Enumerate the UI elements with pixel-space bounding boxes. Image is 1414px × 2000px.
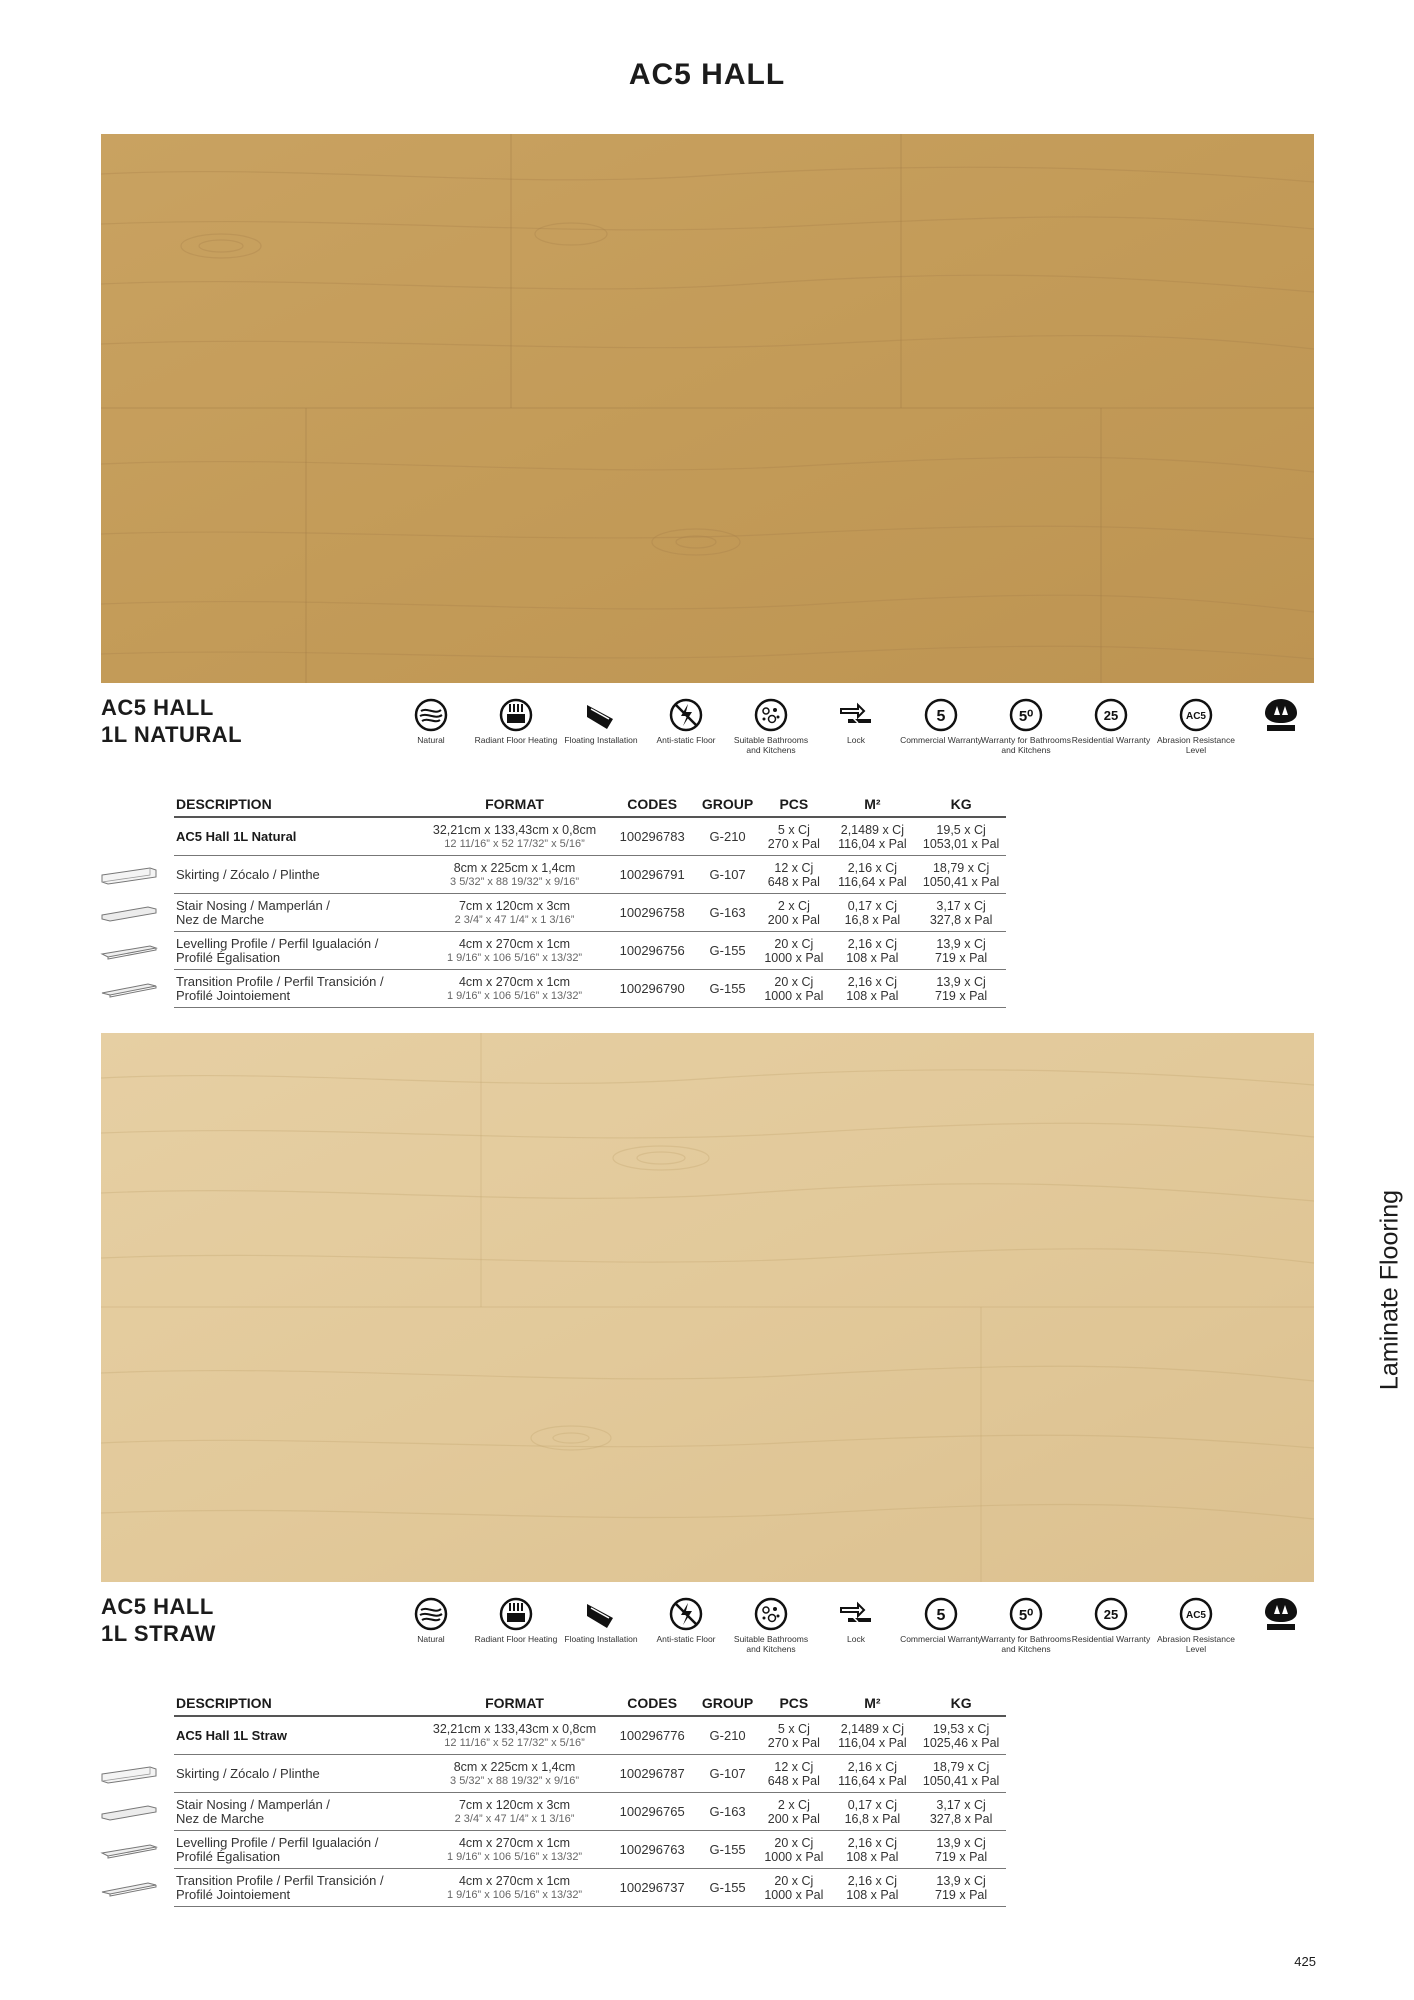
feature-bathrooms-kitchens	[726, 697, 816, 755]
feature-caption: Lock	[847, 735, 865, 745]
page-number: 425	[1294, 1954, 1316, 1969]
row-code: 100296787	[608, 1755, 696, 1793]
row-format: 8cm x 225cm x 1,4cm 3 5/32” x 88 19/32” x 9/16”	[421, 856, 609, 894]
row-pcs: 20 x Cj 1000 x Pal	[759, 970, 828, 1008]
row-format: 4cm x 270cm x 1cm 1 9/16” x 106 5/16” x 13/32”	[421, 970, 609, 1008]
feature-abrasion-level	[1151, 697, 1241, 755]
row-kg: 19,53 x Cj 1025,46 x Pal	[916, 1716, 1006, 1755]
table-row	[174, 932, 1006, 970]
bathroom-warranty-icon	[1008, 1596, 1044, 1632]
row-group: G-155	[696, 1869, 759, 1907]
product-swatch-image	[101, 134, 1314, 683]
row-code: 100296776	[608, 1716, 696, 1755]
svg-text:AC5: AC5	[1185, 1610, 1207, 1621]
table-row	[174, 1716, 1006, 1755]
abrasion-icon	[1178, 697, 1214, 733]
row-code: 100296737	[608, 1869, 696, 1907]
feature-caption: Commercial Warranty	[900, 735, 982, 745]
feature-pefc	[1236, 697, 1326, 746]
col-format-header: FORMAT	[421, 1691, 609, 1716]
row-code: 100296783	[608, 817, 696, 856]
pefc-icon	[1263, 697, 1299, 733]
row-format: 4cm x 270cm x 1cm 1 9/16” x 106 5/16” x 13/32”	[421, 1869, 609, 1907]
feature-caption: Suitable Bathrooms and Kitchens	[733, 735, 809, 755]
product-name	[101, 694, 242, 748]
col-kg-header: KG	[916, 792, 1006, 817]
row-pcs: 20 x Cj 1000 x Pal	[759, 932, 828, 970]
row-m2: 0,17 x Cj 16,8 x Pal	[829, 1793, 917, 1831]
row-group: G-210	[696, 1716, 759, 1755]
row-description: Stair Nosing / Mamperlán / Nez de Marche	[174, 1793, 421, 1831]
table-row	[174, 856, 1006, 894]
row-format: 32,21cm x 133,43cm x 0,8cm 12 11/16” x 52 17/32” x 5/16”	[421, 1716, 609, 1755]
svg-text:5: 5	[936, 1607, 946, 1624]
row-format: 4cm x 270cm x 1cm 1 9/16” x 106 5/16” x 13/32”	[421, 1831, 609, 1869]
table-row	[174, 1755, 1006, 1793]
col-pcs-header: PCS	[759, 792, 828, 817]
col-m2-header: M²	[829, 1691, 917, 1716]
row-pcs: 12 x Cj 648 x Pal	[759, 856, 828, 894]
feature-anti-static	[641, 697, 731, 746]
row-m2: 2,1489 x Cj 116,04 x Pal	[829, 1716, 917, 1755]
row-description: Levelling Profile / Perfil Igualación / Profilé Égalisation	[174, 1831, 421, 1869]
row-pcs: 12 x Cj 648 x Pal	[759, 1755, 828, 1793]
feature-floating-installation	[556, 1596, 646, 1645]
col-pcs-header: PCS	[759, 1691, 828, 1716]
row-pcs: 5 x Cj 270 x Pal	[759, 817, 828, 856]
svg-text:5: 5	[936, 708, 946, 725]
radiant-heating-icon	[498, 1596, 534, 1632]
feature-radiant-heating	[471, 697, 561, 746]
row-kg: 13,9 x Cj 719 x Pal	[916, 970, 1006, 1008]
row-kg: 13,9 x Cj 719 x Pal	[916, 932, 1006, 970]
row-group: G-155	[696, 970, 759, 1008]
row-m2: 2,16 x Cj 108 x Pal	[829, 1831, 917, 1869]
levelling-profile-image	[98, 941, 160, 961]
row-pcs: 20 x Cj 1000 x Pal	[759, 1869, 828, 1907]
row-m2: 2,16 x Cj 116,64 x Pal	[829, 1755, 917, 1793]
row-code: 100296763	[608, 1831, 696, 1869]
row-group: G-163	[696, 1793, 759, 1831]
transition-profile-image	[98, 1878, 160, 1898]
row-description: Transition Profile / Perfil Transición / Profilé Jointoiement	[174, 970, 421, 1008]
feature-bathrooms-kitchens	[726, 1596, 816, 1654]
row-m2: 2,1489 x Cj 116,04 x Pal	[829, 817, 917, 856]
row-format: 8cm x 225cm x 1,4cm 3 5/32” x 88 19/32” x 9/16”	[421, 1755, 609, 1793]
product-name-line1: AC5 HALL	[101, 695, 214, 720]
row-description: AC5 Hall 1L Straw	[174, 1716, 421, 1755]
table-header-row	[174, 1691, 1006, 1716]
feature-caption: Suitable Bathrooms and Kitchens	[733, 1634, 809, 1654]
residential-warranty-icon	[1093, 1596, 1129, 1632]
row-m2: 2,16 x Cj 108 x Pal	[829, 932, 917, 970]
stair-nosing-profile-image	[98, 903, 160, 923]
spec-table	[174, 1691, 1006, 1907]
svg-text:25: 25	[1103, 1607, 1119, 1622]
row-group: G-107	[696, 856, 759, 894]
feature-anti-static	[641, 1596, 731, 1645]
row-m2: 2,16 x Cj 108 x Pal	[829, 970, 917, 1008]
table-row	[174, 1831, 1006, 1869]
row-kg: 3,17 x Cj 327,8 x Pal	[916, 1793, 1006, 1831]
feature-lock	[811, 697, 901, 746]
product-swatch-image	[101, 1033, 1314, 1582]
feature-residential-warranty	[1066, 1596, 1156, 1645]
col-format-header: FORMAT	[421, 792, 609, 817]
row-format: 4cm x 270cm x 1cm 1 9/16” x 106 5/16” x 13/32”	[421, 932, 609, 970]
feature-caption: Floating Installation	[564, 735, 638, 745]
feature-caption: Lock	[847, 1634, 865, 1644]
bathroom-kitchen-icon	[753, 697, 789, 733]
row-group: G-210	[696, 817, 759, 856]
abrasion-icon	[1178, 1596, 1214, 1632]
row-format: 7cm x 120cm x 3cm 2 3/4” x 47 1/4” x 1 3/16”	[421, 894, 609, 932]
spec-table	[174, 792, 1006, 1008]
lock-icon	[838, 1596, 874, 1632]
col-group-header: GROUP	[696, 792, 759, 817]
feature-icon-row	[386, 697, 1326, 777]
col-kg-header: KG	[916, 1691, 1006, 1716]
feature-natural	[386, 1596, 476, 1645]
row-description: AC5 Hall 1L Natural	[174, 817, 421, 856]
floating-installation-icon	[583, 1596, 619, 1632]
feature-caption: Radiant Floor Heating	[474, 735, 558, 745]
col-codes-header: CODES	[608, 1691, 696, 1716]
feature-caption: Anti-static Floor	[656, 1634, 716, 1644]
feature-icon-row	[386, 1596, 1326, 1676]
bathroom-warranty-icon	[1008, 697, 1044, 733]
feature-bathroom-warranty	[981, 697, 1071, 755]
wood-grain-icon	[413, 1596, 449, 1632]
feature-caption: Floating Installation	[564, 1634, 638, 1644]
feature-bathroom-warranty	[981, 1596, 1071, 1654]
levelling-profile-image	[98, 1840, 160, 1860]
row-kg: 13,9 x Cj 719 x Pal	[916, 1831, 1006, 1869]
col-description-header: DESCRIPTION	[174, 1691, 421, 1716]
row-kg: 19,5 x Cj 1053,01 x Pal	[916, 817, 1006, 856]
row-format: 7cm x 120cm x 3cm 2 3/4” x 47 1/4” x 1 3/16”	[421, 1793, 609, 1831]
row-group: G-107	[696, 1755, 759, 1793]
lock-icon	[838, 697, 874, 733]
row-m2: 2,16 x Cj 116,64 x Pal	[829, 856, 917, 894]
row-group: G-155	[696, 932, 759, 970]
product-name-line2: 1L STRAW	[101, 1621, 216, 1646]
floating-installation-icon	[583, 697, 619, 733]
feature-abrasion-level	[1151, 1596, 1241, 1654]
feature-commercial-warranty	[896, 1596, 986, 1645]
product-name-line1: AC5 HALL	[101, 1594, 214, 1619]
row-description: Transition Profile / Perfil Transición / Profilé Jointoiement	[174, 1869, 421, 1907]
feature-caption: Natural	[417, 735, 445, 745]
skirting-profile-image	[98, 865, 160, 885]
row-group: G-155	[696, 1831, 759, 1869]
row-pcs: 2 x Cj 200 x Pal	[759, 1793, 828, 1831]
table-row	[174, 970, 1006, 1008]
skirting-profile-image	[98, 1764, 160, 1784]
radiant-heating-icon	[498, 697, 534, 733]
svg-text:25: 25	[1103, 708, 1119, 723]
side-category-label: Laminate Flooring	[1375, 1189, 1404, 1391]
row-kg: 18,79 x Cj 1050,41 x Pal	[916, 1755, 1006, 1793]
row-code: 100296756	[608, 932, 696, 970]
row-code: 100296790	[608, 970, 696, 1008]
svg-text:AC5: AC5	[1185, 711, 1207, 722]
residential-warranty-icon	[1093, 697, 1129, 733]
anti-static-icon	[668, 697, 704, 733]
row-format: 32,21cm x 133,43cm x 0,8cm 12 11/16” x 52 17/32” x 5/16”	[421, 817, 609, 856]
row-pcs: 2 x Cj 200 x Pal	[759, 894, 828, 932]
transition-profile-image	[98, 979, 160, 999]
feature-caption: Radiant Floor Heating	[474, 1634, 558, 1644]
product-name-line2: 1L NATURAL	[101, 722, 243, 747]
feature-pefc	[1236, 1596, 1326, 1645]
row-code: 100296758	[608, 894, 696, 932]
table-row	[174, 817, 1006, 856]
product-name	[101, 1593, 216, 1647]
svg-text:5⁰: 5⁰	[1018, 708, 1034, 725]
row-kg: 13,9 x Cj 719 x Pal	[916, 1869, 1006, 1907]
feature-caption: Warranty for Bathrooms and Kitchens	[981, 1634, 1071, 1654]
col-group-header: GROUP	[696, 1691, 759, 1716]
anti-static-icon	[668, 1596, 704, 1632]
feature-lock	[811, 1596, 901, 1645]
row-code: 100296765	[608, 1793, 696, 1831]
pefc-icon	[1263, 1596, 1299, 1632]
feature-natural	[386, 697, 476, 746]
row-m2: 2,16 x Cj 108 x Pal	[829, 1869, 917, 1907]
row-pcs: 5 x Cj 270 x Pal	[759, 1716, 828, 1755]
feature-caption: Residential Warranty	[1071, 735, 1151, 745]
feature-caption: Abrasion Resistance Level	[1157, 735, 1235, 755]
commercial-warranty-icon	[923, 697, 959, 733]
row-code: 100296791	[608, 856, 696, 894]
col-codes-header: CODES	[608, 792, 696, 817]
feature-commercial-warranty	[896, 697, 986, 746]
feature-radiant-heating	[471, 1596, 561, 1645]
row-kg: 18,79 x Cj 1050,41 x Pal	[916, 856, 1006, 894]
row-group: G-163	[696, 894, 759, 932]
row-description: Skirting / Zócalo / Plinthe	[174, 856, 421, 894]
commercial-warranty-icon	[923, 1596, 959, 1632]
feature-caption: Abrasion Resistance Level	[1157, 1634, 1235, 1654]
table-row	[174, 1869, 1006, 1907]
table-row	[174, 1793, 1006, 1831]
table-header-row	[174, 792, 1006, 817]
feature-caption: Commercial Warranty	[900, 1634, 982, 1644]
row-kg: 3,17 x Cj 327,8 x Pal	[916, 894, 1006, 932]
bathroom-kitchen-icon	[753, 1596, 789, 1632]
page-title: AC5 HALL	[628, 58, 786, 91]
feature-caption: Anti-static Floor	[656, 735, 716, 745]
feature-caption: Warranty for Bathrooms and Kitchens	[981, 735, 1071, 755]
row-m2: 0,17 x Cj 16,8 x Pal	[829, 894, 917, 932]
row-description: Skirting / Zócalo / Plinthe	[174, 1755, 421, 1793]
row-description: Levelling Profile / Perfil Igualación / Profilé Égalisation	[174, 932, 421, 970]
stair-nosing-profile-image	[98, 1802, 160, 1822]
feature-caption: Natural	[417, 1634, 445, 1644]
table-row	[174, 894, 1006, 932]
feature-caption: Residential Warranty	[1071, 1634, 1151, 1644]
svg-text:5⁰: 5⁰	[1018, 1607, 1034, 1624]
col-m2-header: M²	[829, 792, 917, 817]
col-description-header: DESCRIPTION	[174, 792, 421, 817]
feature-floating-installation	[556, 697, 646, 746]
row-pcs: 20 x Cj 1000 x Pal	[759, 1831, 828, 1869]
row-description: Stair Nosing / Mamperlán / Nez de Marche	[174, 894, 421, 932]
wood-grain-icon	[413, 697, 449, 733]
feature-residential-warranty	[1066, 697, 1156, 746]
